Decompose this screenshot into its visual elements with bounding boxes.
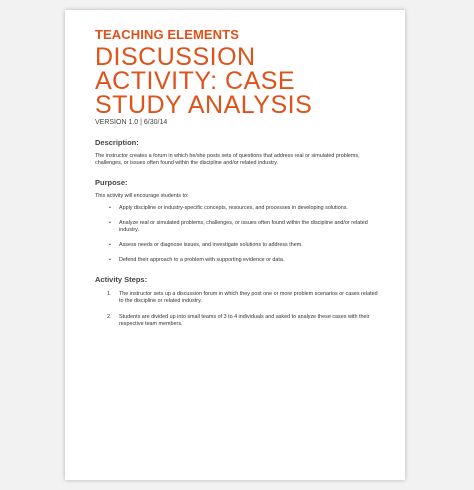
step-number: 1.: [107, 291, 112, 297]
bullet-icon: •: [109, 205, 111, 211]
bullet-icon: •: [109, 257, 111, 263]
bullet-icon: •: [109, 242, 111, 248]
purpose-intro: This activity will encourage students to:: [95, 193, 189, 199]
bullet-text: Apply discipline or industry-specific concepts, resources, and processes in developing solutions.: [119, 205, 348, 211]
document-title-line: STUDY ANALYSIS: [95, 91, 313, 119]
list-item: [107, 291, 379, 305]
activity-steps-list: [107, 291, 379, 328]
bullet-text: Assess needs or diagnose issues, and investigate solutions to address them.: [119, 242, 303, 248]
list-item: [109, 220, 379, 234]
document-title: [95, 45, 379, 117]
document-title-line: DISCUSSION: [95, 43, 256, 71]
step-text: Students are divided up into small teams of 3 to 4 individuals and asked to analyze these cases with their respective team members.: [119, 314, 370, 327]
document-page: [65, 10, 405, 480]
document-title-line: ACTIVITY: CASE: [95, 67, 296, 95]
list-item: [109, 242, 379, 249]
purpose-heading: Purpose:: [95, 178, 128, 187]
description-heading: Description:: [95, 138, 139, 147]
list-item: [109, 257, 379, 264]
list-item: [109, 205, 379, 212]
description-text: The instructor creates a forum in which he/she posts sets of questions that address real or simulated problems, challenges, or issues often found within the discipline and/or related industry.: [95, 153, 360, 166]
purpose-bullet-list: [109, 205, 379, 264]
step-number: 2.: [107, 314, 112, 320]
bullet-text: Analyze real or simulated problems, challenges, or issues often found within the discipline and/or related industry.: [119, 220, 368, 233]
bullet-icon: •: [109, 220, 111, 226]
activity-steps-heading: Activity Steps:: [95, 275, 148, 284]
step-text: The instructor sets up a discussion forum in which they post one or more problem scenarios or cases related to the discipline or related industry.: [119, 291, 378, 304]
document-eyebrow: TEACHING ELEMENTS: [95, 27, 239, 42]
bullet-text: Defend their approach to a problem with supporting evidence or data.: [119, 257, 285, 263]
list-item: [107, 314, 379, 328]
document-version: VERSION 1.0 | 6/30/14: [95, 119, 168, 126]
